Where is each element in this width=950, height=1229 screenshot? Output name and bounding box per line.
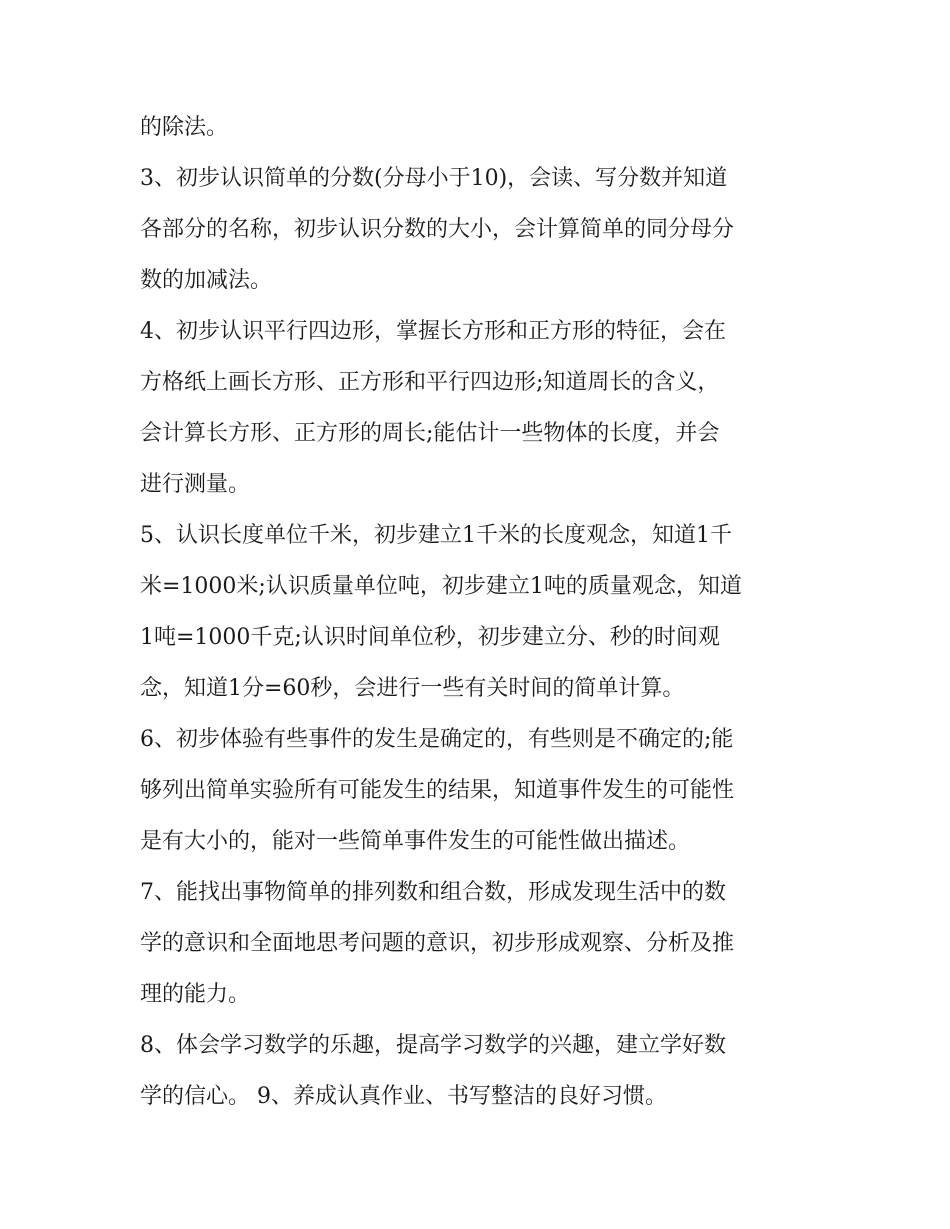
text-line: 的除法。 xyxy=(140,115,229,140)
text-line: 4、初步认识平行四边形，掌握长方形和正方形的特征，会在 xyxy=(140,319,726,344)
text-line: 学的信心。 9、养成认真作业、书写整洁的良好习惯。 xyxy=(140,1084,667,1109)
text-line: 各部分的名称，初步认识分数的大小，会计算简单的同分母分 xyxy=(140,217,735,242)
text-line: 进行测量。 xyxy=(140,472,251,497)
text-line: 8、体会学习数学的乐趣，提高学习数学的兴趣，建立学好数 xyxy=(140,1033,726,1058)
text-line: 会计算长方形、正方形的周长;能估计一些物体的长度，并会 xyxy=(140,421,720,446)
text-line: 理的能力。 xyxy=(140,982,251,1007)
text-line: 够列出简单实验所有可能发生的结果，知道事件发生的可能性 xyxy=(140,778,735,803)
text-line: 6、初步体验有些事件的发生是确定的，有些则是不确定的;能 xyxy=(140,727,734,752)
text-line: 方格纸上画长方形、正方形和平行四边形;知道周长的含义， xyxy=(140,370,720,395)
text-line: 5、认识长度单位千米，初步建立1千米的长度观念，知道1千 xyxy=(140,523,732,548)
text-line: 是有大小的，能对一些简单事件发生的可能性做出描述。 xyxy=(140,829,691,854)
text-line: 3、初步认识简单的分数(分母小于10)，会读、写分数并知道 xyxy=(140,166,728,191)
text-line: 7、能找出事物简单的排列数和组合数，形成发现生活中的数 xyxy=(140,880,726,905)
text-line: 数的加减法。 xyxy=(140,268,273,293)
text-line: 念，知道1分=60秒，会进行一些有关时间的简单计算。 xyxy=(140,676,685,701)
text-line: 1吨=1000千克;认识时间单位秒，初步建立分、秒的时间观 xyxy=(140,625,720,650)
text-line: 米=1000米;认识质量单位吨，初步建立1吨的质量观念，知道 xyxy=(140,574,742,599)
text-line: 学的意识和全面地思考问题的意识，初步形成观察、分析及推 xyxy=(140,931,735,956)
